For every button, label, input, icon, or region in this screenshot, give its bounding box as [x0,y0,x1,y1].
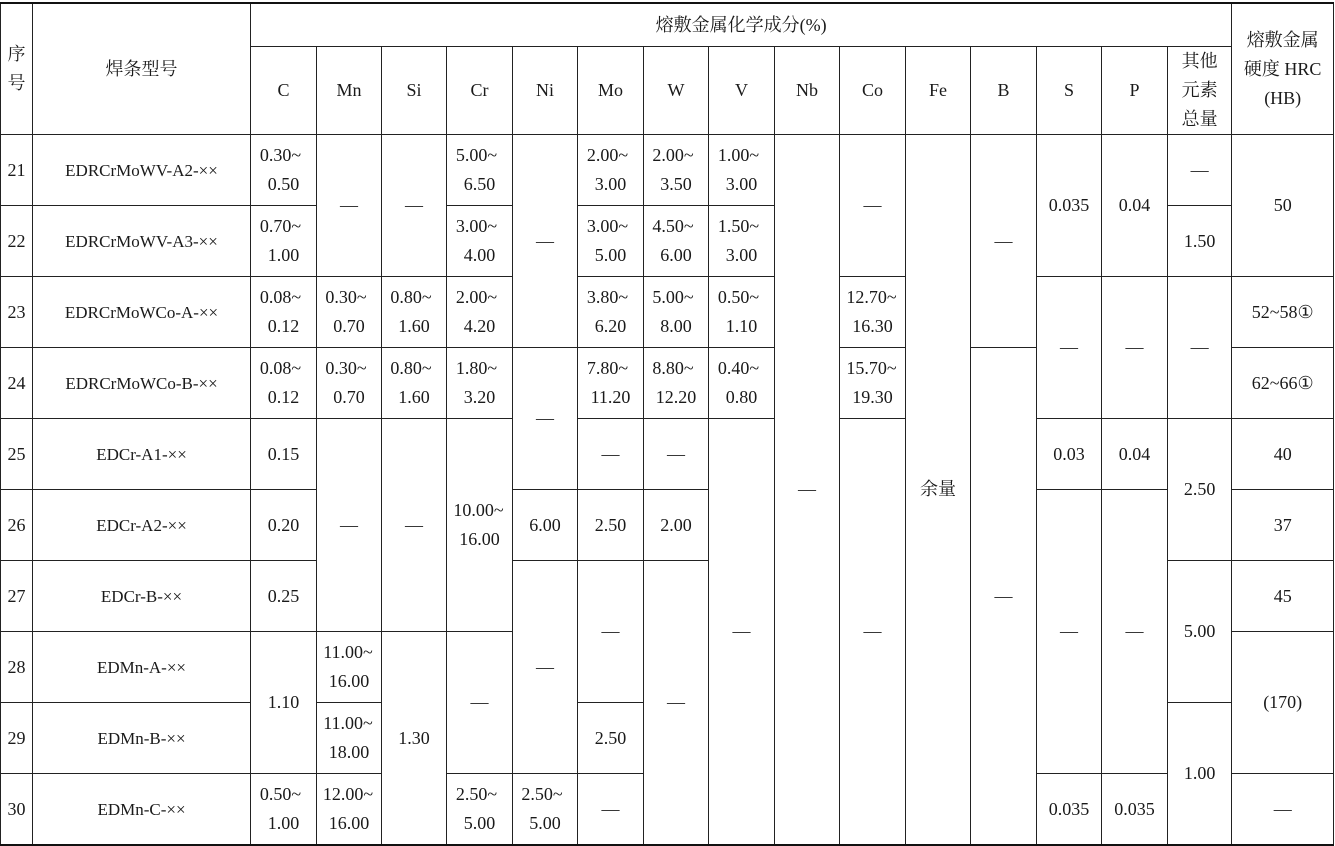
table-row [1,490,1334,561]
cell-mo: 7.80~ 11.20 [578,348,644,419]
cell-ni: — [513,135,578,348]
cell-cr: 2.50~ 5.00 [447,774,513,846]
cell-mo: 3.00~ 5.00 [578,206,644,277]
row-index: 22 [1,206,33,277]
cell-w: 5.00~ 8.00 [644,277,709,348]
cell-c: 0.20 [251,490,317,561]
cell-cr: 3.00~ 4.00 [447,206,513,277]
cell-other: 2.50 [1168,419,1232,561]
header-element-w: W [644,47,709,135]
cell-w: 2.00~ 3.50 [644,135,709,206]
cell-mo: 2.50 [578,703,644,774]
cell-c: 0.08~ 0.12 [251,277,317,348]
cell-nb: — [775,135,840,846]
cell-ni: — [513,561,578,774]
cell-s: 0.035 [1037,774,1102,846]
table-row [1,277,1334,348]
cell-s: — [1037,277,1102,419]
cell-b: — [971,135,1037,348]
cell-cr: 10.00~ 16.00 [447,419,513,632]
cell-hardness: 45 [1232,561,1334,632]
row-grade: EDRCrMoWV-A3-×× [33,206,251,277]
cell-v: 0.50~ 1.10 [709,277,775,348]
cell-hardness: 40 [1232,419,1334,490]
header-element-fe: Fe [906,47,971,135]
row-grade: EDCr-A1-×× [33,419,251,490]
cell-hardness: 37 [1232,490,1334,561]
cell-v: 0.40~ 0.80 [709,348,775,419]
row-index: 23 [1,277,33,348]
header-index: 序 号 [1,3,33,135]
cell-mo: 2.50 [578,490,644,561]
cell-s: 0.03 [1037,419,1102,490]
cell-p: — [1102,277,1168,419]
cell-mo: — [578,774,644,846]
cell-hardness: — [1232,774,1334,846]
cell-s: — [1037,490,1102,774]
composition-table [0,2,1334,846]
header-hardness: 熔敷金属 硬度 HRC (HB) [1232,3,1334,135]
row-index: 25 [1,419,33,490]
cell-co: — [840,135,906,277]
cell-c: 0.70~ 1.00 [251,206,317,277]
row-grade: EDRCrMoWCo-B-×× [33,348,251,419]
cell-cr: 5.00~ 6.50 [447,135,513,206]
cell-other: — [1168,135,1232,206]
cell-si: 0.80~ 1.60 [382,348,447,419]
row-grade: EDCr-B-×× [33,561,251,632]
cell-p: 0.04 [1102,135,1168,277]
header-element-mn: Mn [317,47,382,135]
row-grade: EDRCrMoWV-A2-×× [33,135,251,206]
row-index: 24 [1,348,33,419]
cell-other: — [1168,277,1232,419]
cell-v: — [709,419,775,846]
cell-hardness: 52~58① [1232,277,1334,348]
cell-mn: 12.00~ 16.00 [317,774,382,846]
cell-s: 0.035 [1037,135,1102,277]
cell-mn: — [317,135,382,277]
cell-v: 1.00~ 3.00 [709,135,775,206]
cell-c: 0.25 [251,561,317,632]
header-grade: 焊条型号 [33,3,251,135]
cell-mo: 2.00~ 3.00 [578,135,644,206]
cell-other: 1.00 [1168,703,1232,846]
cell-cr: — [447,632,513,774]
cell-co: 12.70~ 16.30 [840,277,906,348]
cell-ni: 2.50~ 5.00 [513,774,578,846]
cell-c: 0.08~ 0.12 [251,348,317,419]
row-index: 26 [1,490,33,561]
header-element-co: Co [840,47,906,135]
cell-ni: — [513,348,578,490]
cell-co: 15.70~ 19.30 [840,348,906,419]
cell-mo: — [578,419,644,490]
cell-w: — [644,419,709,490]
cell-ni: 6.00 [513,490,578,561]
cell-fe: 余量 [906,135,971,846]
header-composition: 熔敷金属化学成分(%) [251,3,1232,47]
header-element-c: C [251,47,317,135]
cell-c: 0.30~ 0.50 [251,135,317,206]
header-element-b: B [971,47,1037,135]
header-element-p: P [1102,47,1168,135]
cell-b: — [971,348,1037,846]
cell-mn: 0.30~ 0.70 [317,277,382,348]
cell-co: — [840,419,906,846]
cell-w: 8.80~ 12.20 [644,348,709,419]
cell-w: 2.00 [644,490,709,561]
row-index: 30 [1,774,33,846]
cell-p: 0.04 [1102,419,1168,490]
header-element-si: Si [382,47,447,135]
cell-w: — [644,561,709,846]
cell-si: 0.80~ 1.60 [382,277,447,348]
cell-w: 4.50~ 6.00 [644,206,709,277]
cell-mo: — [578,561,644,703]
row-index: 28 [1,632,33,703]
cell-mo: 3.80~ 6.20 [578,277,644,348]
cell-cr: 1.80~ 3.20 [447,348,513,419]
table-row [1,135,1334,206]
row-grade: EDRCrMoWCo-A-×× [33,277,251,348]
row-index: 29 [1,703,33,774]
cell-v: 1.50~ 3.00 [709,206,775,277]
cell-si: — [382,419,447,632]
cell-mn: 11.00~ 18.00 [317,703,382,774]
row-grade: EDMn-A-×× [33,632,251,703]
row-grade: EDMn-B-×× [33,703,251,774]
cell-mn: — [317,419,382,632]
header-element-s: S [1037,47,1102,135]
cell-mn: 0.30~ 0.70 [317,348,382,419]
cell-hardness: 50 [1232,135,1334,277]
header-other-total: 其他 元素 总量 [1168,47,1232,135]
cell-si: — [382,135,447,277]
header-element-mo: Mo [578,47,644,135]
cell-c: 1.10 [251,632,317,774]
cell-c: 0.50~ 1.00 [251,774,317,846]
table-row [1,419,1334,490]
cell-p: 0.035 [1102,774,1168,846]
row-index: 21 [1,135,33,206]
cell-other: 5.00 [1168,561,1232,703]
cell-hardness: (170) [1232,632,1334,774]
header-element-nb: Nb [775,47,840,135]
cell-si: 1.30 [382,632,447,846]
cell-other: 1.50 [1168,206,1232,277]
header-element-v: V [709,47,775,135]
cell-hardness: 62~66① [1232,348,1334,419]
cell-c: 0.15 [251,419,317,490]
cell-cr: 2.00~ 4.20 [447,277,513,348]
cell-mn: 11.00~ 16.00 [317,632,382,703]
row-grade: EDCr-A2-×× [33,490,251,561]
row-index: 27 [1,561,33,632]
header-element-ni: Ni [513,47,578,135]
cell-p: — [1102,490,1168,774]
header-element-cr: Cr [447,47,513,135]
row-grade: EDMn-C-×× [33,774,251,846]
